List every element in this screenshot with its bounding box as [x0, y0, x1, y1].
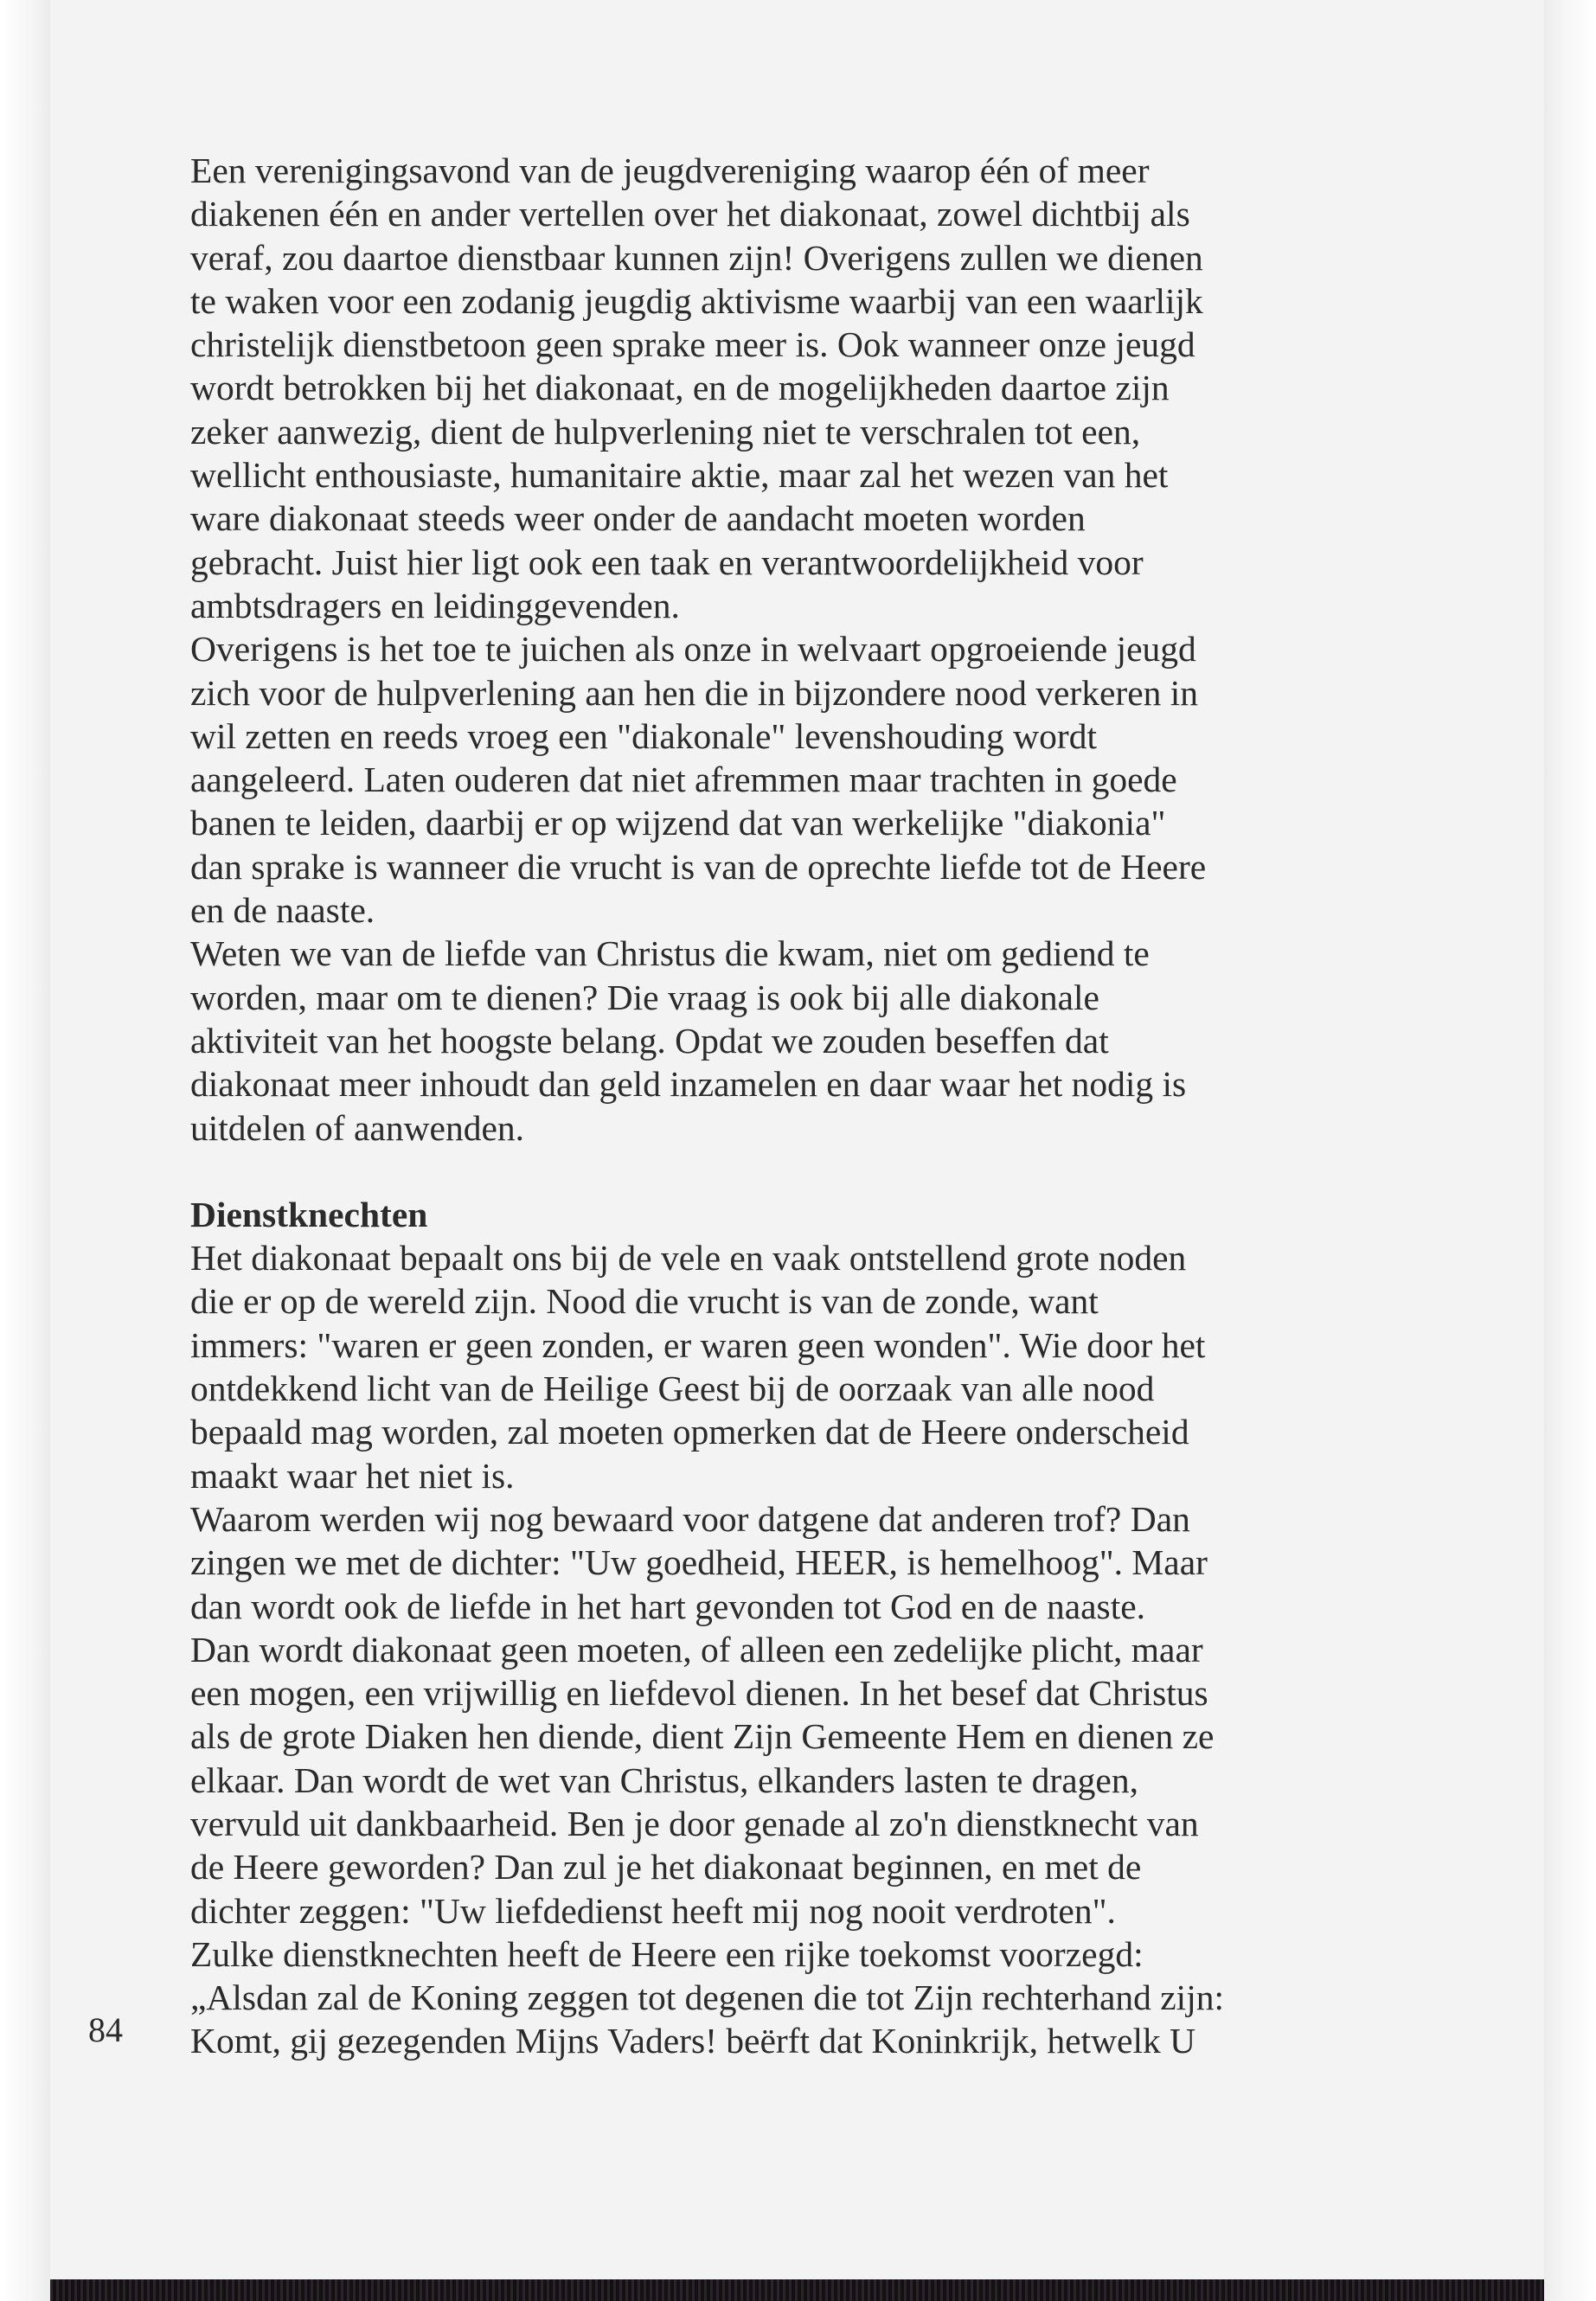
text-line: zich voor de hulpverlening aan hen die in bijzondere nood verkeren in [190, 672, 1199, 713]
paragraph [190, 627, 1462, 932]
text-line: wellicht enthousiaste, humanitaire aktie, maar zal het wezen van het [190, 455, 1169, 496]
text-line: diakenen één en ander vertellen over het diakonaat, zowel dichtbij als [190, 194, 1190, 234]
text-line: vervuld uit dankbaarheid. Ben je door genade al zo'n dienstknecht van [190, 1803, 1199, 1843]
page-number: 84 [88, 2010, 123, 2049]
text-line: dan sprake is wanneer die vrucht is van de oprechte liefde tot de Heere [190, 846, 1207, 887]
text-line: diakonaat meer inhoudt dan geld inzamelen en daar waar het nodig is [190, 1064, 1187, 1105]
text-line: worden, maar om te dienen? Die vraag is ook bij alle diakonale [190, 977, 1099, 1017]
paragraph [190, 1236, 1462, 1497]
text-line: „Alsdan zal de Koning zeggen tot degenen die tot Zijn rechterhand zijn: [190, 1977, 1225, 2018]
text-line: Komt, gij gezegenden Mijns Vaders! beërft dat Koninkrijk, hetwelk U [190, 2021, 1196, 2061]
text-line: te waken voor een zodanig jeugdig aktivisme waarbij van een waarlijk [190, 280, 1203, 321]
scan-left-margin [0, 0, 50, 2301]
paragraph [190, 149, 1462, 627]
text-line: zingen we met de dichter: "Uw goedheid, HEER, is hemelhoog". Maar [190, 1542, 1208, 1583]
text-line: Dan wordt diakonaat geen moeten, of alleen een zedelijke plicht, maar [190, 1629, 1203, 1670]
text-line: christelijk dienstbetoon geen sprake meer is. Ook wanneer onze jeugd [190, 324, 1195, 365]
scan-bottom-edge [50, 2279, 1544, 2301]
text-line: ambtsdragers en leidinggevenden. [190, 585, 680, 625]
text-line: Waarom werden wij nog bewaard voor datgene dat anderen trof? Dan [190, 1498, 1190, 1539]
text-line: veraf, zou daartoe dienstbaar kunnen zijn! Overigens zullen we dienen [190, 237, 1203, 278]
paragraph [190, 1932, 1462, 2063]
text-line: als de grote Diaken hen diende, dient Zijn Gemeente Hem en dienen ze [190, 1716, 1215, 1757]
text-line: dan wordt ook de liefde in het hart gevonden tot God en de naaste. [190, 1586, 1146, 1626]
body-text [190, 149, 1462, 2063]
text-line: een mogen, een vrijwillig en liefdevol dienen. In het besef dat Christus [190, 1673, 1208, 1714]
text-line: Weten we van de liefde van Christus die kwam, niet om gediend te [190, 933, 1150, 974]
text-line: dichter zeggen: "Uw liefdedienst heeft mij nog nooit verdroten". [190, 1890, 1116, 1931]
text-line: Een verenigingsavond van de jeugdvereniging waarop één of meer [190, 151, 1150, 190]
text-line: de Heere geworden? Dan zul je het diakonaat beginnen, en met de [190, 1847, 1142, 1888]
text-line: die er op de wereld zijn. Nood die vrucht is van de zonde, want [190, 1281, 1099, 1322]
text-line: banen te leiden, daarbij er op wijzend dat van werkelijke "diakonia" [190, 803, 1166, 843]
section-heading: Dienstknechten [190, 1194, 428, 1234]
text-line: wordt betrokken bij het diakonaat, en de mogelijkheden daartoe zijn [190, 368, 1170, 408]
text-line: wil zetten en reeds vroeg een "diakonale" levenshouding wordt [190, 715, 1097, 756]
text-line: elkaar. Dan wordt de wet van Christus, elkanders lasten te dragen, [190, 1759, 1138, 1800]
text-line: maakt waar het niet is. [190, 1455, 515, 1496]
text-line: Zulke dienstknechten heeft de Heere een rijke toekomst voorzegd: [190, 1933, 1144, 1974]
text-line: aktiviteit van het hoogste belang. Opdat we zouden beseffen dat [190, 1020, 1109, 1061]
text-line: gebracht. Juist hier ligt ook een taak en verantwoordelijkheid voor [190, 542, 1144, 582]
text-line: zeker aanwezig, dient de hulpverlening niet te verschralen tot een, [190, 411, 1141, 452]
text-line: uitdelen of aanwenden. [190, 1107, 525, 1148]
text-line: ontdekkend licht van de Heilige Geest bij de oorzaak van alle nood [190, 1368, 1155, 1409]
text-line: Het diakonaat bepaalt ons bij de vele en vaak ontstellend grote noden [190, 1238, 1187, 1279]
scan-right-margin [1544, 0, 1596, 2301]
text-line: aangeleerd. Laten ouderen dat niet afremmen maar trachten in goede [190, 760, 1177, 800]
text-line: bepaald mag worden, zal moeten opmerken dat de Heere onderscheid [190, 1412, 1189, 1452]
text-line: ware diakonaat steeds weer onder de aandacht moeten worden [190, 498, 1086, 539]
paragraph [190, 932, 1462, 1149]
text-line: Overigens is het toe te juichen als onze in welvaart opgroeiende jeugd [190, 629, 1196, 670]
text-line: immers: "waren er geen zonden, er waren geen wonden". Wie door het [190, 1324, 1206, 1365]
text-line: en de naaste. [190, 890, 375, 931]
paragraph [190, 1497, 1462, 1932]
